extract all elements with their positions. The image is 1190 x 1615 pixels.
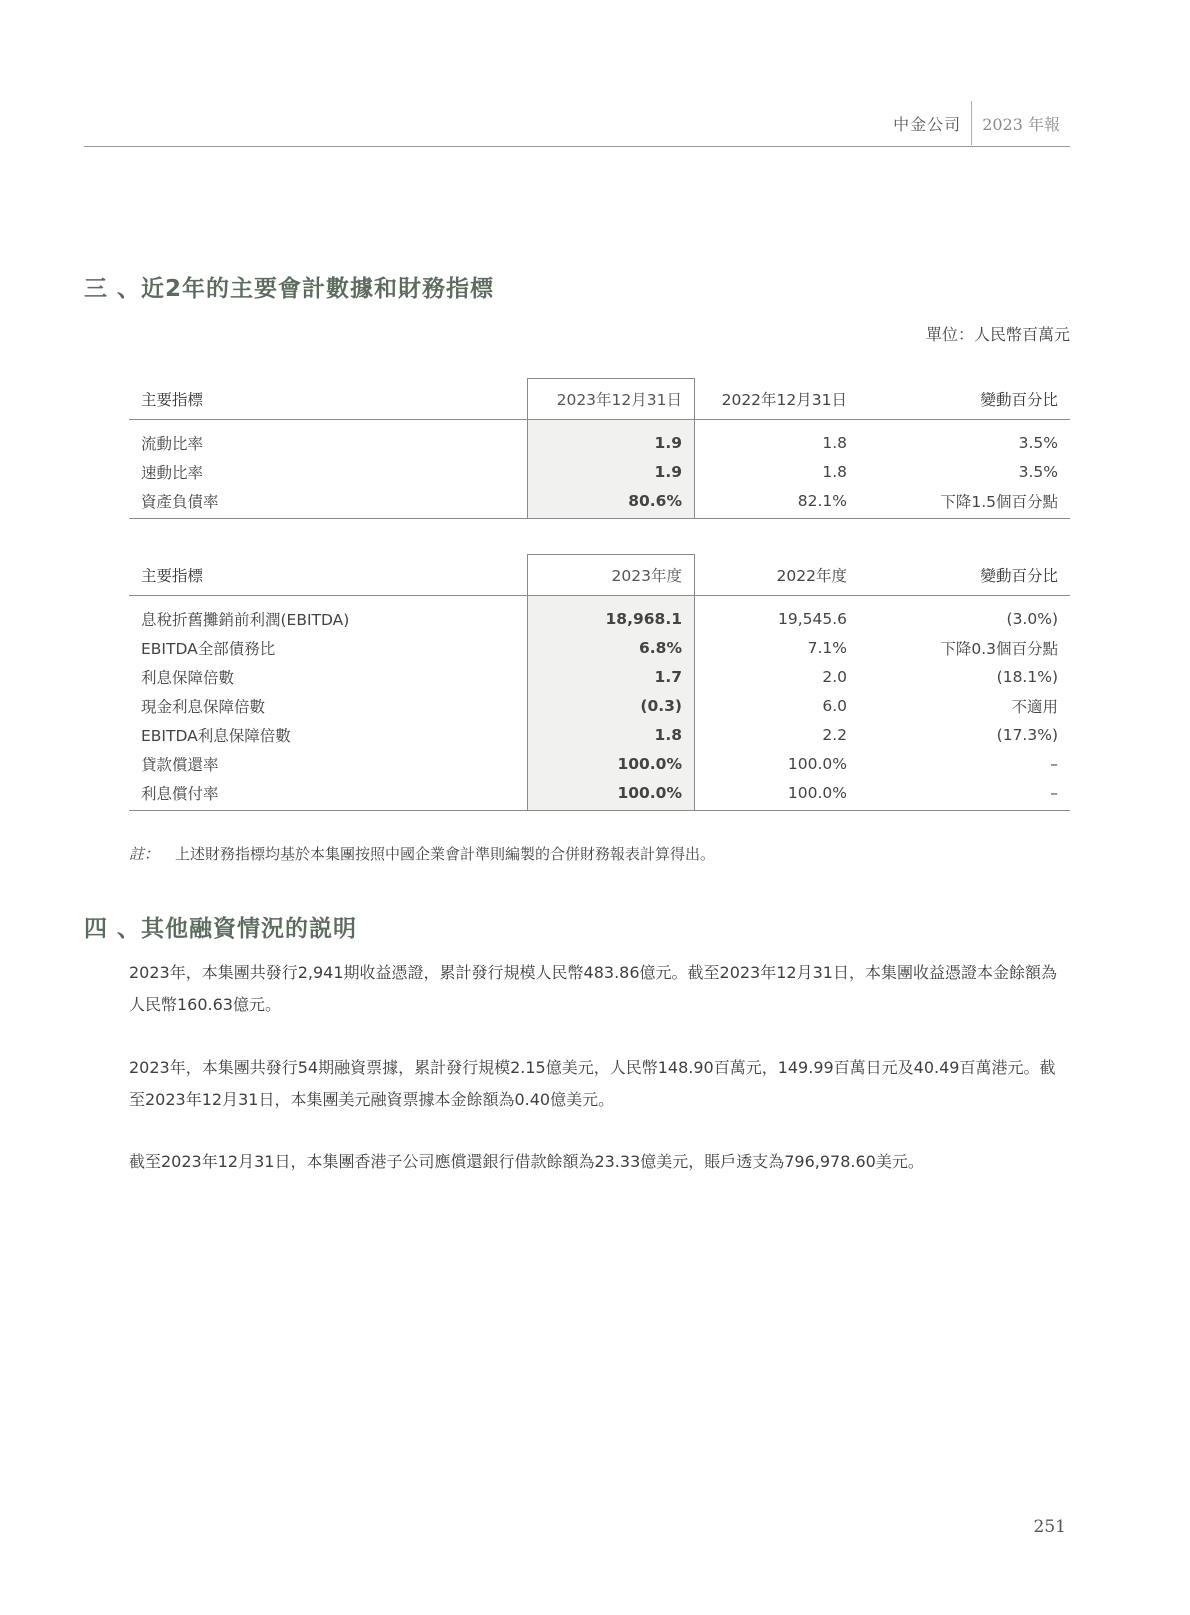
unit-label: 單位：人民幣百萬元 (925, 325, 1070, 344)
table-row (129, 720, 1070, 749)
table-row (129, 691, 1070, 720)
table-row (129, 420, 1070, 458)
table-note (129, 843, 715, 864)
header-current: 2023年度 (528, 555, 695, 596)
header-change: 變動百分比 (859, 379, 1070, 420)
row-change: – (859, 778, 1070, 811)
row-change: 3.5% (1018, 433, 1058, 452)
row-label: 貸款償還率 (141, 755, 219, 774)
row-label: EBITDA利息保障倍數 (141, 726, 291, 745)
row-label: 現金利息保障倍數 (141, 697, 266, 716)
row-prior: 100.0% (787, 754, 847, 773)
row-change: (18.1%) (996, 667, 1058, 686)
table-row (129, 486, 1070, 519)
table-row (129, 778, 1070, 811)
row-label: EBITDA全部債務比 (141, 639, 276, 658)
row-label: 息稅折舊攤銷前利潤(EBITDA) (141, 610, 350, 629)
row-prior: 6.0 (822, 696, 847, 715)
row-current: 6.8% (528, 633, 695, 662)
row-prior: 2.2 (822, 725, 847, 744)
row-prior: 2.0 (822, 667, 847, 686)
report-title: 2023 年報 (982, 114, 1060, 134)
row-prior: 100.0% (695, 778, 860, 811)
table-row (129, 633, 1070, 662)
row-label: 利息保障倍數 (141, 668, 235, 687)
header-change: 變動百分比 (859, 555, 1070, 596)
company-name: 中金公司 (893, 114, 962, 134)
row-current: 1.9 (528, 420, 695, 458)
row-change: 3.5% (1018, 462, 1058, 481)
indicator-table-annual (129, 554, 1070, 811)
note-label: 註： (129, 845, 160, 863)
table-row (129, 596, 1070, 634)
row-current: 1.8 (528, 720, 695, 749)
header-current: 2023年12月31日 (528, 379, 695, 420)
paragraph-financing-notes: 2023年，本集團共發行54期融資票據，累計發行規模2.15億美元，人民幣148.90百萬元，149.99百萬日元及40.49百萬港元。截至2023年12月31日，本集團美元融資票據本金餘額為0.40億美元。 (129, 1058, 1056, 1109)
row-label: 速動比率 (141, 463, 204, 482)
section-3-title: 三 、近2年的主要會計數據和財務指標 (84, 276, 495, 302)
row-change: 下降0.3個百分點 (940, 639, 1058, 658)
page-header (84, 100, 1070, 147)
table-header-row (129, 379, 1070, 420)
paragraph-income-certificates: 2023年，本集團共發行2,941期收益憑證，累計發行規模人民幣483.86億元。截至2023年12月31日，本集團收益憑證本金餘額為人民幣160.63億元。 (129, 963, 1057, 1014)
table-row (129, 749, 1070, 778)
table-header-row (129, 555, 1070, 596)
row-current: 100.0% (528, 749, 695, 778)
row-label: 流動比率 (141, 434, 204, 453)
row-current: 80.6% (528, 486, 695, 519)
row-current: (0.3) (528, 691, 695, 720)
header-right (893, 100, 1070, 146)
header-prior: 2022年度 (695, 555, 860, 596)
row-current: 1.7 (528, 662, 695, 691)
row-change: (3.0%) (1006, 609, 1058, 628)
table-row (129, 662, 1070, 691)
header-indicator: 主要指標 (129, 555, 528, 596)
row-current: 18,968.1 (528, 596, 695, 634)
row-current: 1.9 (528, 457, 695, 486)
row-prior: 7.1% (807, 638, 847, 657)
row-prior: 19,545.6 (777, 609, 847, 628)
row-prior: 1.8 (822, 462, 847, 481)
row-change: 不適用 (1011, 697, 1058, 716)
indicator-table-balance (129, 378, 1070, 519)
table-row (129, 457, 1070, 486)
section-4-title: 四 、其他融資情況的説明 (84, 916, 358, 942)
row-label: 利息償付率 (129, 778, 528, 811)
header-prior: 2022年12月31日 (695, 379, 860, 420)
note-text: 上述財務指標均基於本集團按照中國企業會計準則編製的合併財務報表計算得出。 (175, 845, 716, 863)
header-indicator: 主要指標 (129, 379, 528, 420)
row-current: 100.0% (528, 778, 695, 811)
page-number: 251 (1033, 1517, 1066, 1537)
row-prior: 1.8 (822, 433, 847, 452)
row-change: – (1050, 754, 1058, 773)
row-change: 下降1.5個百分點 (859, 486, 1070, 519)
row-change: (17.3%) (996, 725, 1058, 744)
paragraph-bank-borrowings: 截至2023年12月31日，本集團香港子公司應償還銀行借款餘額為23.33億美元，賬戶透支為796,978.60美元。 (129, 1152, 924, 1171)
row-prior: 82.1% (695, 486, 860, 519)
row-label: 資產負債率 (129, 486, 528, 519)
